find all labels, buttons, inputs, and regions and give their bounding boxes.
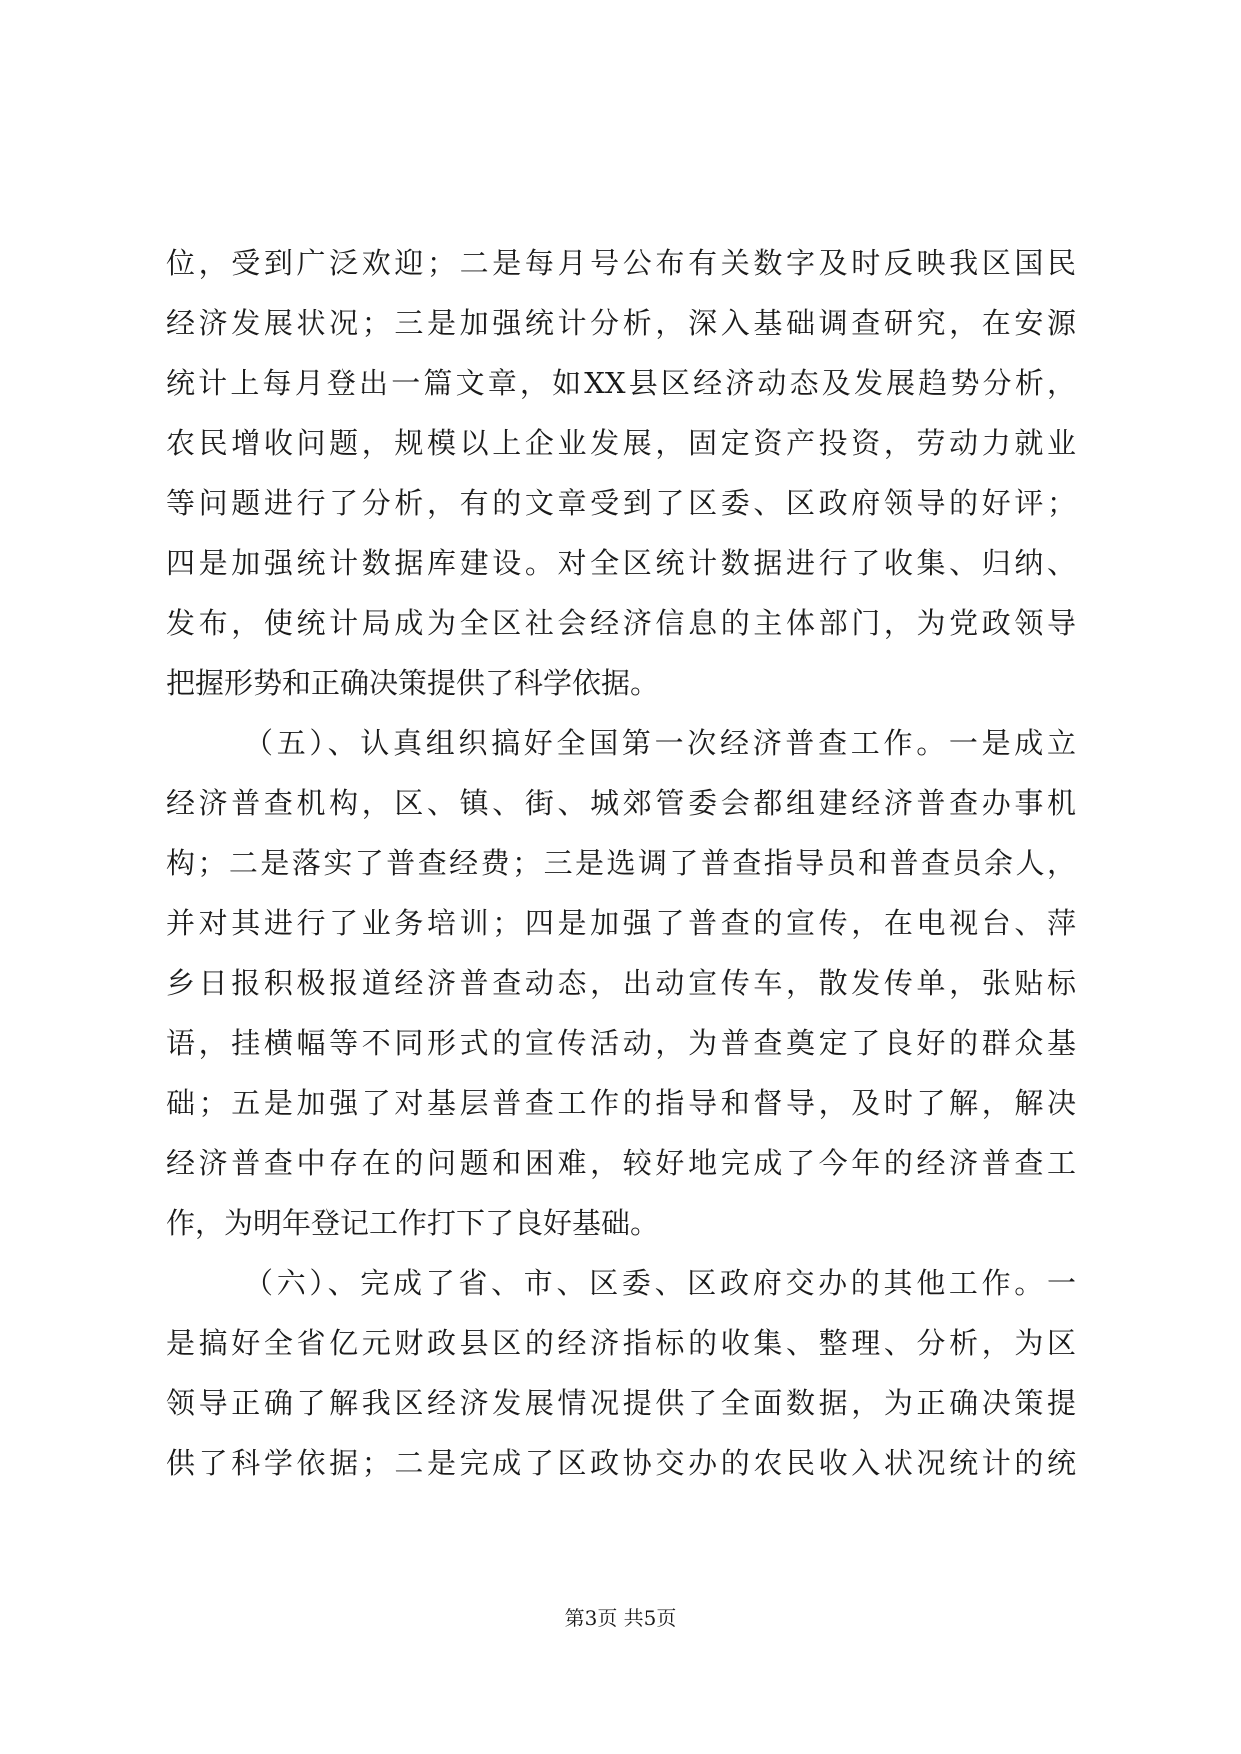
page-number-footer: 第3页 共5页 xyxy=(564,1606,677,1630)
text-line: 构；二是落实了普查经费；三是选调了普查指导员和普查员余人， xyxy=(166,846,1076,880)
text-line: 领导正确了解我区经济发展情况提供了全面数据，为正确决策提 xyxy=(166,1386,1076,1420)
text-line: 是搞好全省亿元财政县区的经济指标的收集、整理、分析，为区 xyxy=(166,1326,1076,1360)
text-line: 经济普查机构，区、镇、街、城郊管委会都组建经济普查办事机 xyxy=(166,786,1076,820)
document-body xyxy=(166,233,1076,1493)
text-line: 作，为明年登记工作打下了良好基础。 xyxy=(166,1206,660,1240)
text-line: 等问题进行了分析，有的文章受到了区委、区政府领导的好评； xyxy=(166,486,1076,520)
text-line: 位，受到广泛欢迎；二是每月号公布有关数字及时反映我区国民 xyxy=(166,246,1076,280)
paragraph-statistics-service xyxy=(166,233,1076,713)
text-line: 经济发展状况；三是加强统计分析，深入基础调查研究，在安源 xyxy=(166,306,1076,340)
text-line: 供了科学依据；二是完成了区政协交办的农民收入状况统计的统 xyxy=(166,1446,1076,1480)
text-line: 发布，使统计局成为全区社会经济信息的主体部门，为党政领导 xyxy=(166,606,1076,640)
text-line: 并对其进行了业务培训；四是加强了普查的宣传，在电视台、萍 xyxy=(166,906,1076,940)
text-line: （六）、完成了省、市、区委、区政府交办的其他工作。一 xyxy=(244,1266,1076,1300)
text-line: 把握形势和正确决策提供了科学依据。 xyxy=(166,666,660,700)
paragraph-economic-census xyxy=(166,713,1076,1253)
text-line: 语，挂横幅等不同形式的宣传活动，为普查奠定了良好的群众基 xyxy=(166,1026,1076,1060)
text-line: 农民增收问题，规模以上企业发展，固定资产投资，劳动力就业 xyxy=(166,426,1076,460)
text-line: 四是加强统计数据库建设。对全区统计数据进行了收集、归纳、 xyxy=(166,546,1076,580)
text-line: 础；五是加强了对基层普查工作的指导和督导，及时了解，解决 xyxy=(166,1086,1076,1120)
text-line: 统计上每月登出一篇文章，如XX县区经济动态及发展趋势分析， xyxy=(166,366,1076,400)
paragraph-other-tasks xyxy=(166,1253,1076,1493)
text-line: 经济普查中存在的问题和困难，较好地完成了今年的经济普查工 xyxy=(166,1146,1076,1180)
text-line: 乡日报积极报道经济普查动态，出动宣传车，散发传单，张贴标 xyxy=(166,966,1076,1000)
text-line: （五）、认真组织搞好全国第一次经济普查工作。一是成立 xyxy=(244,726,1076,760)
